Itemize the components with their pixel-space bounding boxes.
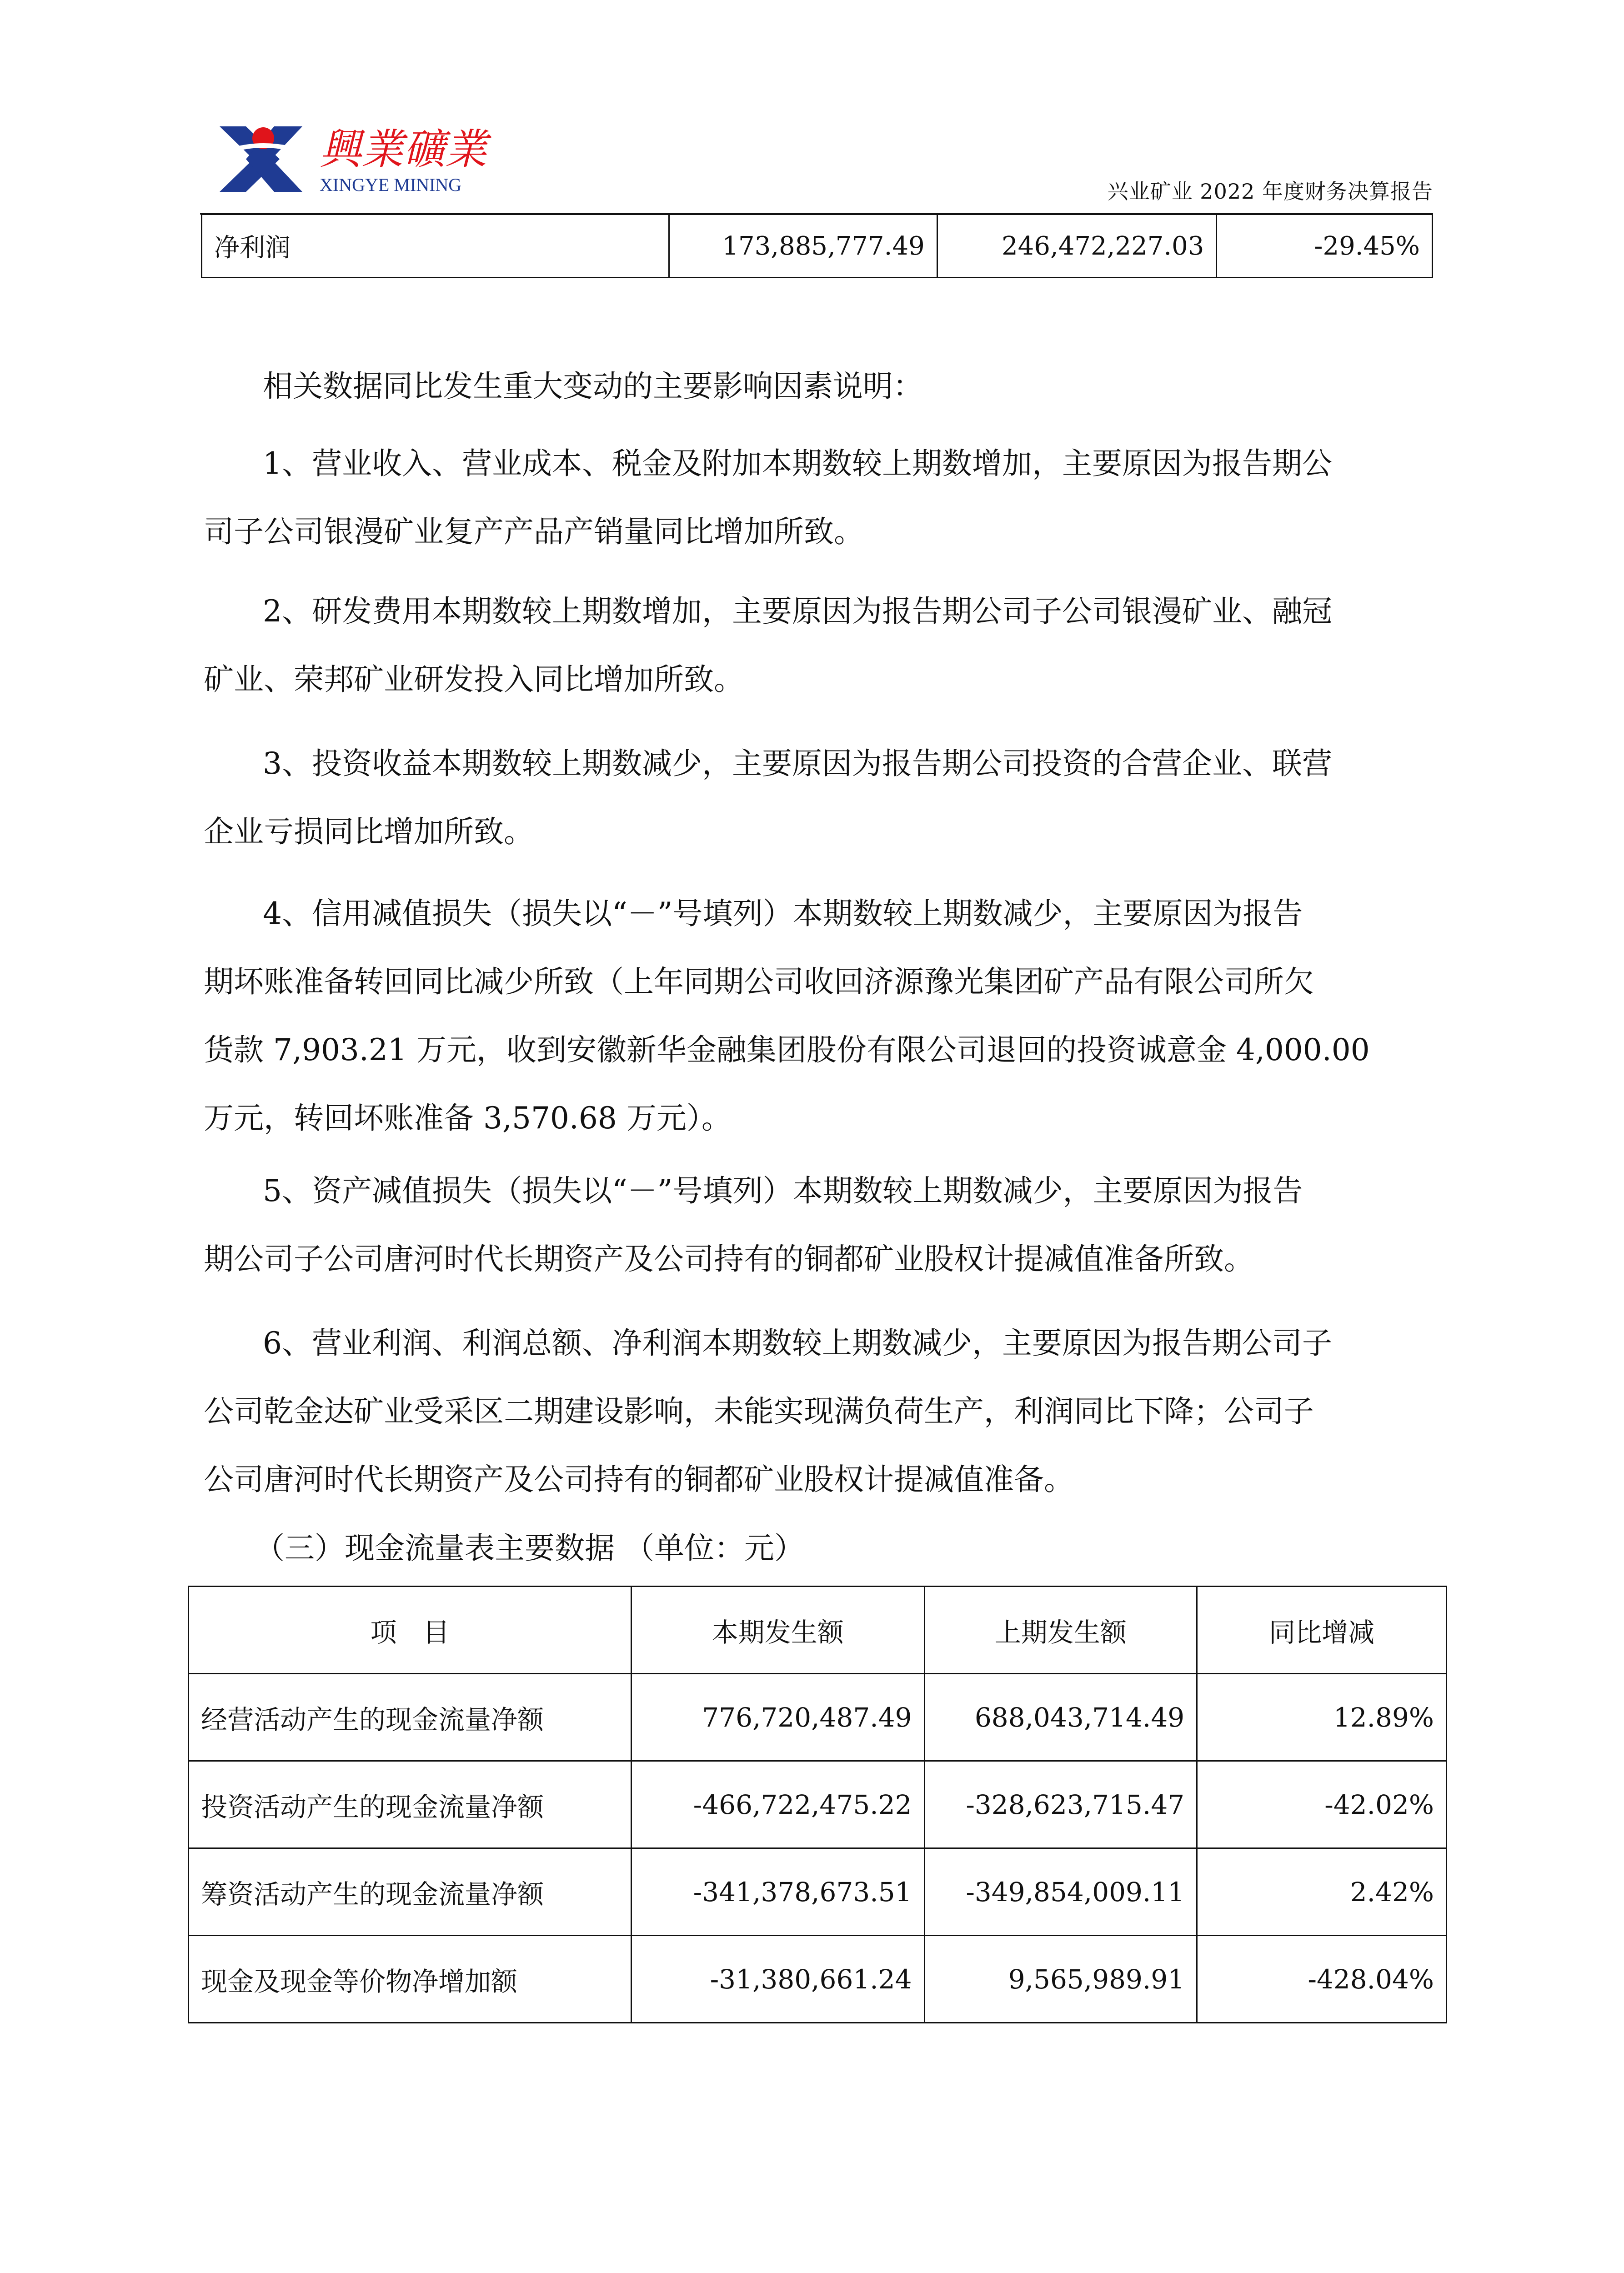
table-header-row [189, 1587, 1447, 1674]
column-header-previous: 上期发生额 [924, 1587, 1197, 1674]
explanation-item-6 [204, 1309, 1431, 1514]
current-value: 776,720,487.49 [632, 1674, 924, 1761]
column-header-current: 本期发生额 [632, 1587, 924, 1674]
explanation-item-1 [204, 430, 1431, 566]
paragraph-line: 矿业、荣邦矿业研发投入同比增加所致。 [204, 662, 744, 697]
row-label: 经营活动产生的现金流量净额 [189, 1674, 632, 1761]
paragraph-line: 4、信用减值损失（损失以“－”号填列）本期数较上期数减少，主要原因为报告 [263, 896, 1303, 931]
explanation-item-4 [204, 880, 1431, 1152]
table-row [189, 1674, 1447, 1761]
column-header-change: 同比增减 [1197, 1587, 1447, 1674]
paragraph-line: 公司乾金达矿业受采区二期建设影响，未能实现满负荷生产，利润同比下降；公司子 [204, 1394, 1314, 1429]
table-row [189, 1848, 1447, 1936]
paragraph-line: 2、研发费用本期数较上期数增加，主要原因为报告期公司子公司银漫矿业、融冠 [263, 594, 1332, 629]
cash-flow-section-title: （三）现金流量表主要数据 （单位：元） [255, 1531, 804, 1566]
paragraph-line: 货款 7,903.21 万元，收到安徽新华金融集团股份有限公司退回的投资诚意金 4,000.00 [204, 1032, 1370, 1067]
explanation-item-3 [204, 730, 1431, 866]
income-table-continuation [201, 214, 1433, 278]
previous-value: 246,472,227.03 [937, 215, 1217, 278]
explanation-item-5 [204, 1157, 1431, 1293]
explanation-intro [204, 352, 1431, 421]
current-value: -341,378,673.51 [632, 1848, 924, 1936]
change-value: 2.42% [1197, 1848, 1447, 1936]
change-value: -29.45% [1217, 215, 1433, 278]
paragraph-line: 司子公司银漫矿业复产产品产销量同比增加所致。 [204, 514, 864, 549]
row-label: 筹资活动产生的现金流量净额 [189, 1848, 632, 1936]
previous-value: -349,854,009.11 [924, 1848, 1197, 1936]
table-row [189, 1761, 1447, 1848]
xingye-mining-logo [220, 123, 515, 200]
logo-emblem-icon [220, 126, 302, 192]
table-row [189, 1936, 1447, 2023]
row-label: 投资活动产生的现金流量净额 [189, 1761, 632, 1848]
paragraph-line: 1、营业收入、营业成本、税金及附加本期数较上期数增加，主要原因为报告期公 [263, 446, 1332, 481]
paragraph-line: 企业亏损同比增加所致。 [204, 814, 534, 849]
report-title: 兴业矿业 2022 年度财务决算报告 [1107, 179, 1433, 204]
paragraph-line: 5、资产减值损失（损失以“－”号填列）本期数较上期数减少，主要原因为报告 [263, 1173, 1303, 1208]
cash-flow-table [188, 1586, 1447, 2023]
paragraph-line: 万元，转回坏账准备 3,570.68 万元）。 [204, 1101, 732, 1136]
logo-cn-text: 興業礦業 [320, 125, 487, 174]
table-row [202, 215, 1433, 278]
row-label: 净利润 [202, 215, 669, 278]
previous-value: -328,623,715.47 [924, 1761, 1197, 1848]
paragraph-line: 期坏账准备转回同比减少所致（上年同期公司收回济源豫光集团矿产品有限公司所欠 [204, 964, 1314, 999]
paragraph-line: 公司唐河时代长期资产及公司持有的铜都矿业股权计提减值准备。 [204, 1462, 1074, 1497]
paragraph-line: 6、营业利润、利润总额、净利润本期数较上期数减少，主要原因为报告期公司子 [263, 1326, 1332, 1361]
explanation-item-2 [204, 577, 1431, 714]
current-value: 173,885,777.49 [669, 215, 937, 278]
paragraph-line: 3、投资收益本期数较上期数减少，主要原因为报告期公司投资的合营企业、联营 [263, 746, 1332, 781]
paragraph-line: 期公司子公司唐河时代长期资产及公司持有的铜都矿业股权计提减值准备所致。 [204, 1242, 1254, 1277]
current-value: -31,380,661.24 [632, 1936, 924, 2023]
change-value: -42.02% [1197, 1761, 1447, 1848]
logo-en-text: XINGYE MINING [320, 175, 462, 195]
previous-value: 9,565,989.91 [924, 1936, 1197, 2023]
previous-value: 688,043,714.49 [924, 1674, 1197, 1761]
change-value: -428.04% [1197, 1936, 1447, 2023]
intro-text: 相关数据同比发生重大变动的主要影响因素说明： [263, 369, 923, 404]
column-header-item: 项 目 [189, 1587, 632, 1674]
row-label: 现金及现金等价物净增加额 [189, 1936, 632, 2023]
current-value: -466,722,475.22 [632, 1761, 924, 1848]
change-value: 12.89% [1197, 1674, 1447, 1761]
